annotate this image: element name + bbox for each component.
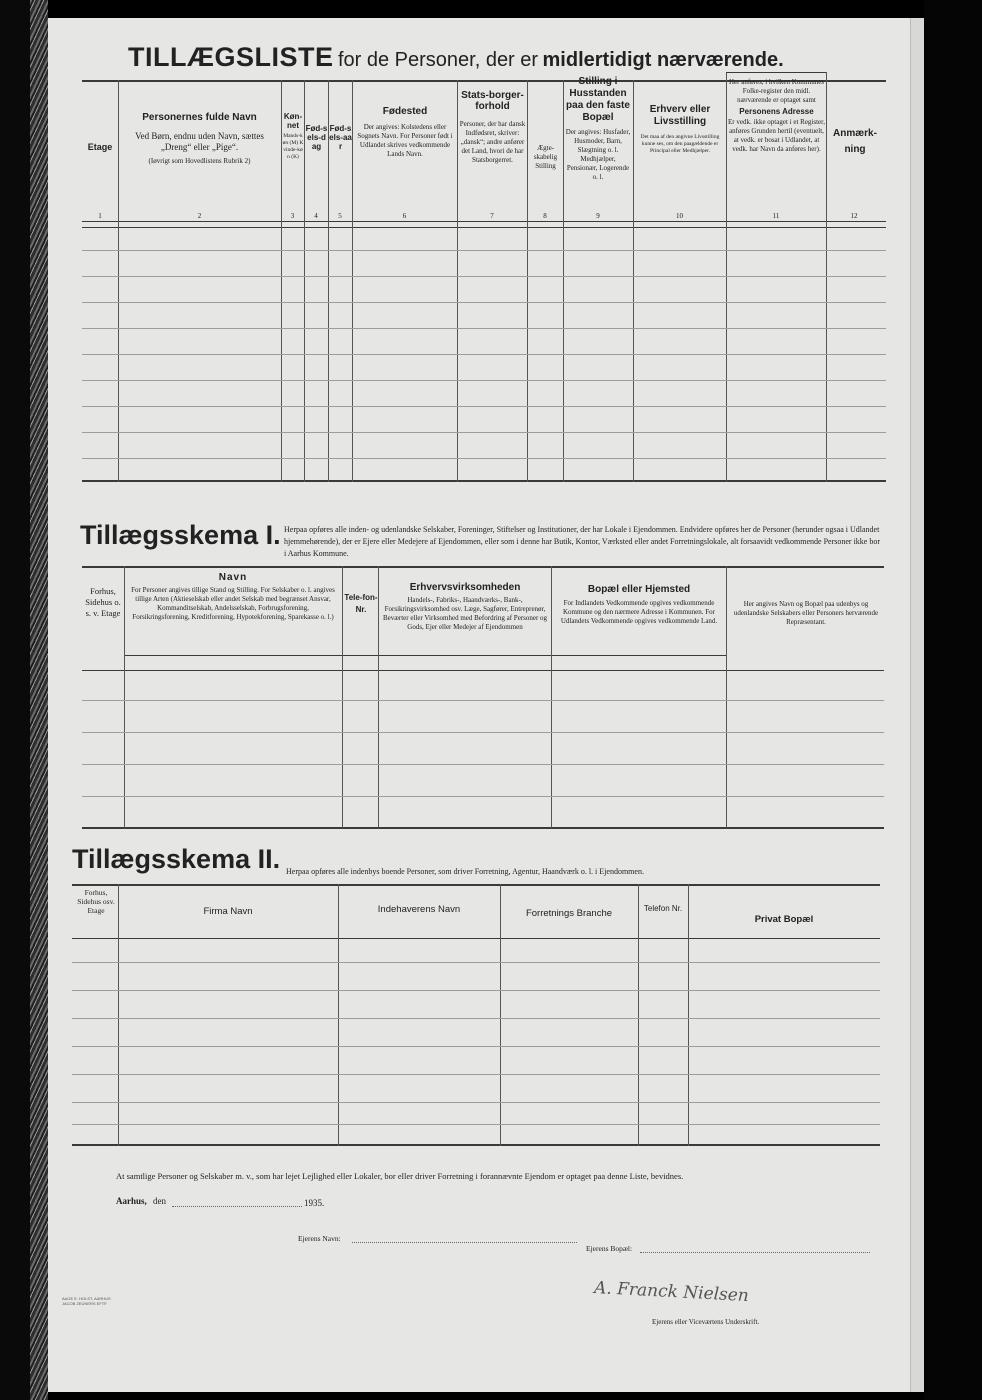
owner-address-label: Ejerens Bopæl: [586, 1244, 633, 1253]
col-citizenship-head: Stats-borger-forhold [461, 90, 524, 112]
schema2-col-phone: Telefon Nr. [643, 904, 683, 913]
col-name-note: (Iøvrigt som Hovedlistens Rubrik 2) [148, 157, 251, 165]
col-address-pre: Her anføres, i hvilken Kommunes Folke-register den midl. nærværende er optaget samt [728, 78, 825, 104]
page-edge [910, 18, 925, 1392]
year-label: 1935. [304, 1198, 325, 1208]
background-right [924, 0, 982, 1400]
form-page [48, 18, 910, 1392]
schema1-title: Tillægsskema I. [80, 520, 281, 550]
col-num-9: 9 [596, 212, 600, 220]
schema1-col-residence-sub: For Indlandets Vedkommende opgives vedkommende Kommune og den nærmere Adresse i Kommunen. For Udlandets Vedkommende opgives vedkommende Land. [560, 599, 718, 625]
schema2-col-owner: Indehaverens Navn [377, 904, 461, 915]
declaration-text: At samtlige Personer og Selskaber m. v., som har lejet Lejlighed eller Lokaler, bor eller driver Forretning i forannævnte Ejendom er optaget paa denne Liste, bevidnes. [116, 1171, 684, 1181]
col-occupation-cell [636, 104, 724, 155]
col-birthplace-head: Fødested [382, 106, 428, 117]
col-birthplace-cell [356, 106, 454, 159]
schema1-intro: Herpaa opføres alle inden- og udenlandske Selskaber, Foreninger, Stiftelser og Institutioner, der har Lokale i Ejendommen. Endvidere opføres her de Personer (herunder ogsaa i Udlandet hjemmehørende), der er Ejere eller Medejere af Ejendommen, eller som i denne har Butik, Kontor, Værksted eller andet Forretningslokale, alt forsaavidt vedkommende Personer ikke bor i Aarhus Kommune. [284, 525, 880, 558]
col-birthday-head: Fød-sels-dag [305, 124, 328, 151]
schema1-col-business-cell [382, 582, 548, 632]
col-name-sub: Ved Børn, endnu uden Navn, sættes „Dreng“ eller „Pige“. [135, 131, 264, 152]
col-num-1: 1 [98, 212, 102, 220]
schema2-col-branch: Forretnings Branche [525, 908, 613, 919]
owner-name-label: Ejerens Navn: [298, 1234, 341, 1243]
col-household-head: Stilling i Husstanden paa den faste Bopæl [566, 76, 630, 123]
col-sex-head: Køn-net [283, 112, 303, 130]
col-name-head: Personernes fulde Navn [142, 112, 257, 123]
col-marital-head: Ægte-skabelig Stilling [533, 144, 558, 170]
col-num-4: 4 [314, 212, 318, 220]
title-part2: midlertidigt nærværende. [542, 49, 784, 71]
col-occupation-sub: Det maa af den angivne Livsstilling kunne ses, om den paagældende er Principal eller Medhjælper. [640, 134, 720, 154]
col-birthyear-head: Fød-sels-aar [329, 124, 352, 151]
schema2-col-etage: Forhus, Sidehus osv. Etage [77, 888, 115, 915]
title-main: TILLÆGSLISTE [128, 42, 334, 72]
schema1-col-name-sub: For Personer angives tillige Stand og Stilling. For Selskaber o. l. angives tillige Arten (Aktieselskab eller andet Selskab med begrænset Ansvar, Kommanditselskab, Andelsselskab, Forbrugsforening, Forsikringsforening, Kreditforening, Hypotekforening, Sparekasse o. l.) [131, 586, 335, 621]
binding-spine [0, 0, 30, 1400]
col-citizenship-cell [459, 90, 526, 165]
schema1-col-etage: Forhus, Sidehus o. s. v. Etage [85, 586, 121, 618]
den-label: den [153, 1196, 166, 1206]
col-citizenship-sub: Personer, der har dansk Indfødsret, skriver: „dansk“; andre anfører det Land, hvori de har Statsborgerret. [459, 120, 526, 164]
col-etage-head: Etage [87, 142, 113, 152]
city-label: Aarhus, [116, 1196, 147, 1206]
col-num-11: 11 [772, 212, 780, 220]
schema2-col-firm: Firma Navn [203, 906, 253, 917]
owner-signature: A. Franck Nielsen [593, 1277, 750, 1307]
printer-imprint: AAGE E. HOLST, AARHUS JACOB ZEUNERS EFTF. [62, 1296, 111, 1306]
col-num-5: 5 [338, 212, 342, 220]
owner-address-line[interactable] [640, 1252, 870, 1253]
title-part1: for de Personer, der er [337, 49, 539, 71]
schema2-col-private: Privat Bopæl [754, 914, 814, 925]
col-address-sub: Er vedk. ikke optaget i et Register, anføres Grunden hertil (eventuelt, at vedk. er bosat i Udlandet, at vedk. har Navn da anføres her). [728, 118, 825, 153]
col-birthplace-sub: Der angives: Kolstedens eller Sognets Navn. For Personer født i Udlandet skrives vedkommende Lands Navn. [357, 123, 453, 158]
owner-name-line[interactable] [352, 1242, 577, 1243]
col-name-cell [122, 112, 277, 166]
page-title [128, 42, 848, 76]
col-num-6: 6 [402, 212, 407, 220]
col-address-head: Personens Adresse [739, 107, 814, 116]
schema1-col-business-sub: Handels-, Fabriks-, Haandværks-, Bank-, Forsikringsvirksomhed osv. Læge, Sagfører, Entreprenør, Beværter eller Virksomhed med Befordring af Personer og Gods, Ejer eller Medejer af Ejendommen [382, 596, 548, 631]
marbled-binding [30, 0, 48, 1400]
col-sex-sub: Mands-køn (M) Kvinde-køn (K) [282, 133, 304, 160]
schema2-title: Tillægsskema II. [72, 844, 281, 874]
schema1-col-representative: Her angives Navn og Bopæl paa udenbys og udenlandske Selskabers eller Personers herværende Repræsentant. [733, 600, 879, 626]
col-remark-head: Anmærk-ning [833, 128, 877, 155]
schema2-intro: Herpaa opføres alle indenbys boende Personer, som driver Forretning, Agentur, Haandværk o. l. i Ejendommen. [286, 867, 644, 876]
col-household-cell [565, 76, 631, 182]
schema1-col-name-cell [130, 572, 336, 622]
col-num-3: 3 [290, 212, 295, 220]
col-num-10: 10 [676, 212, 683, 220]
col-num-8: 8 [543, 212, 547, 220]
signature-label: Ejerens eller Viceværtens Underskrift. [652, 1318, 760, 1326]
col-num-7: 7 [490, 212, 494, 220]
col-num-12: 12 [850, 212, 858, 220]
schema1-col-residence-head: Bopæl eller Hjemsted [587, 584, 691, 595]
col-occupation-head: Erhverv eller Livsstilling [649, 104, 711, 127]
schema1-col-phone: Tele-fon-Nr. [344, 593, 378, 614]
col-household-sub: Der angives: Husfader, Husmoder, Barn, Slægtning o. l. Medhjælper, Pensionær, Logerende o. l. [565, 128, 631, 181]
col-address-cell [728, 78, 825, 154]
date-line[interactable] [172, 1206, 302, 1207]
schema1-col-residence-cell [555, 584, 723, 626]
schema1-col-business-head: Erhvervsvirksomheden [409, 582, 521, 593]
col-num-2: 2 [197, 212, 202, 220]
schema1-col-name-head: Navn [218, 572, 248, 583]
col-sex-cell [282, 112, 304, 161]
